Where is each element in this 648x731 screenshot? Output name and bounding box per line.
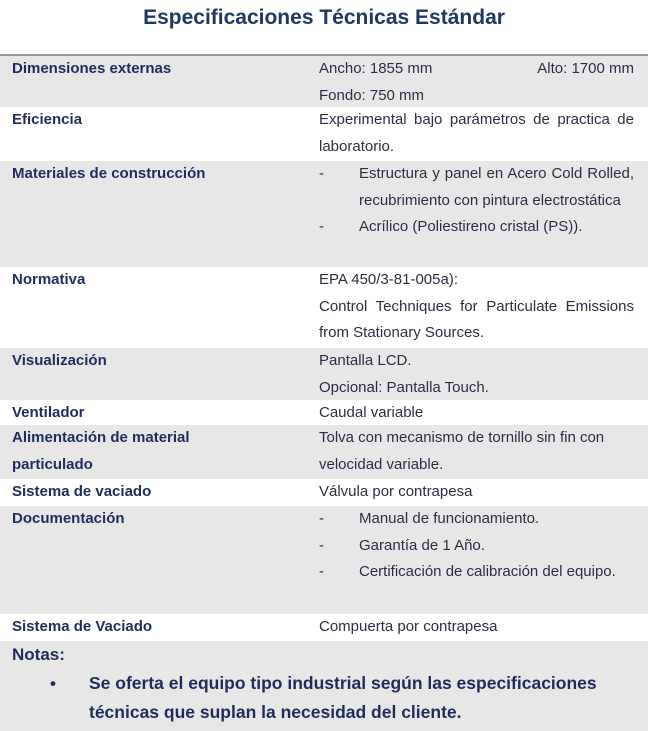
- spec-value: Caudal variable: [319, 404, 424, 421]
- spec-label: Materiales de construcción: [12, 165, 206, 182]
- spec-label: Sistema de Vaciado: [12, 618, 153, 635]
- spec-row-normativa: [0, 267, 648, 348]
- spec-value: Tolva con mecanismo de tornillo sin fin con velocidad variable.: [319, 429, 605, 473]
- spec-value: [306, 161, 648, 267]
- spec-label: Alimentación de material particulado: [12, 429, 190, 473]
- spec-value: Válvula por contrapesa: [319, 483, 473, 500]
- spec-row-visualizacion: [0, 348, 648, 400]
- note-item: [12, 669, 648, 727]
- list-item: - Certificación de calibración del equipo.: [319, 559, 634, 586]
- dim-ancho: Ancho: 1855 mm: [319, 60, 433, 77]
- spec-row-sistema-vaciado: [0, 479, 648, 506]
- list-item: - Garantía de 1 Año.: [319, 533, 634, 560]
- spec-label: Documentación: [12, 510, 125, 527]
- spec-row-sistema-vaciado-2: [0, 614, 648, 641]
- spec-row-alimentacion: [0, 425, 648, 479]
- dash-bullet: -: [319, 510, 324, 527]
- bullet-icon: •: [50, 674, 56, 693]
- spec-row-materiales: [0, 161, 648, 267]
- spec-row-ventilador: [0, 400, 648, 425]
- page-title: Especificaciones Técnicas Estándar: [143, 6, 505, 29]
- list-item: - Acrílico (Poliestireno cristal (PS)).: [319, 214, 634, 241]
- dim-alto: Alto: 1700 mm: [537, 60, 634, 77]
- dim-fondo: Fondo: 750 mm: [319, 86, 425, 104]
- spec-label: Normativa: [12, 271, 86, 288]
- spec-label: Ventilador: [12, 404, 85, 421]
- spec-row-dimensiones: [0, 56, 648, 107]
- dash-bullet: -: [319, 165, 324, 182]
- dash-bullet: -: [319, 563, 324, 580]
- spec-value: Pantalla LCD. Opcional: Pantalla Touch.: [319, 352, 489, 396]
- spec-label: Visualización: [12, 352, 107, 369]
- dash-bullet: -: [319, 536, 324, 554]
- spec-row-documentacion: [0, 506, 648, 614]
- spec-label: Dimensiones externas: [12, 60, 172, 77]
- spec-value: Compuerta por contrapesa: [319, 618, 498, 635]
- spec-row-eficiencia: [0, 107, 648, 161]
- spec-value: EPA 450/3-81-005a): Control Techniques for Particulate Emissions from Stationary Sources.: [319, 271, 634, 341]
- spec-value: Experimental bajo parámetros de practica de laboratorio.: [319, 111, 634, 155]
- list-item: - Estructura y panel en Acero Cold Rolled, recubrimiento con pintura electrostática: [319, 161, 634, 214]
- dash-bullet: -: [319, 218, 324, 235]
- notes-section: [0, 641, 648, 731]
- spec-label: Sistema de vaciado: [12, 483, 152, 500]
- spec-value: [306, 56, 648, 107]
- spec-value: [306, 506, 648, 614]
- list-item: - Manual de funcionamiento.: [319, 506, 634, 533]
- specs-table: [0, 54, 648, 641]
- notes-title: Notas:: [12, 645, 65, 664]
- note-text: Se oferta el equipo tipo industrial según las especificaciones técnicas que suplan la necesidad del cliente.: [89, 673, 597, 722]
- spec-label: Eficiencia: [12, 111, 83, 128]
